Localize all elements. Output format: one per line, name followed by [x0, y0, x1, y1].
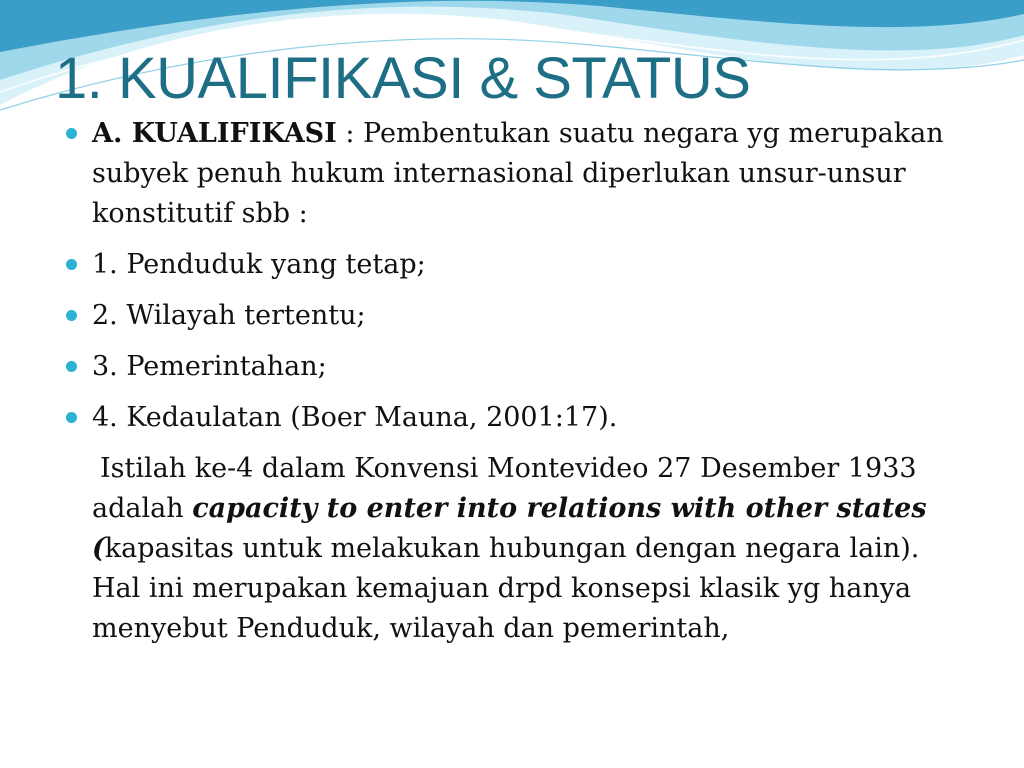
paragraph-emphasis: capacity to enter into relations with other states ( — [92, 493, 927, 564]
bullet-item-pemerintahan — [92, 347, 972, 387]
bullet-item-kedaulatan — [92, 398, 972, 438]
slide-body — [92, 114, 972, 649]
slide-title: 1. KUALIFIKASI & STATUS — [55, 46, 751, 111]
bullet-text-pemerintahan: 3. Pemerintahan; — [92, 351, 327, 382]
bullet-text-kedaulatan: 4. Kedaulatan (Boer Mauna, 2001:17). — [92, 402, 618, 433]
paragraph-intro: Istilah ke-4 dalam Konvensi Montevideo 27 Desember 1933 adalah — [92, 453, 917, 524]
bullet-lead-kualifikasi: A. KUALIFIKASI — [92, 118, 337, 149]
bullet-text-penduduk: 1. Penduduk yang tetap; — [92, 249, 426, 280]
bullet-item-penduduk — [92, 245, 972, 285]
montevideo-paragraph — [92, 449, 972, 649]
bullet-item-kualifikasi — [92, 114, 972, 234]
bullet-text-kualifikasi: : Pembentukan suatu negara yg merupakan subyek penuh hukum internasional diperlukan unsur-unsur konstitutif sbb : — [92, 118, 944, 229]
bullet-item-wilayah — [92, 296, 972, 336]
bullet-text-wilayah: 2. Wilayah tertentu; — [92, 300, 366, 331]
paragraph-rest: kapasitas untuk melakukan hubungan dengan negara lain). Hal ini merupakan kemajuan drpd konsepsi klasik yg hanya menyebut Penduduk, wilayah dan pemerintah, — [92, 533, 920, 644]
